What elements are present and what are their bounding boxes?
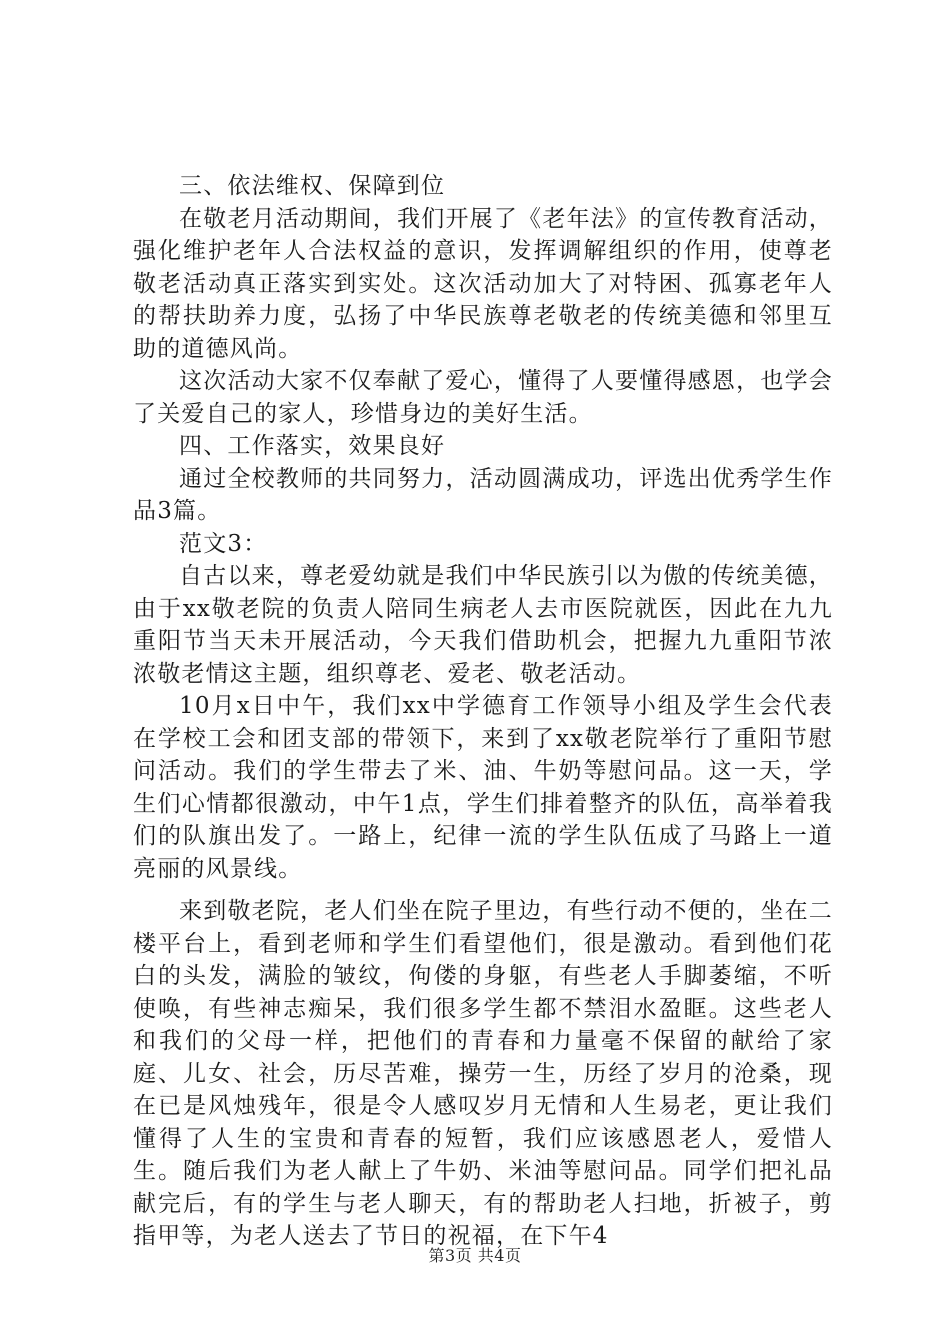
document-body — [133, 170, 833, 1253]
paragraph: 自古以来，尊老爱幼就是我们中华民族引以为傲的传统美德，由于xx敬老院的负责人陪同生病老人去市医院就医，因此在九九重阳节当天未开展活动，今天我们借助机会，把握九九重阳节浓浓敬老情这主题，组织尊老、爱老、敬老活动。 — [133, 563, 833, 687]
paragraph: 10月x日中午，我们xx中学德育工作领导小组及学生会代表在学校工会和团支部的带领下，来到了xx敬老院举行了重阳节慰问活动。我们的学生带去了米、油、牛奶等慰问品。这一天，学生们心情都很激动，中午1点，学生们排着整齐的队伍，高举着我们的队旗出发了。一路上，纪律一流的学生队伍成了马路上一道亮丽的风景线。 — [133, 693, 833, 882]
sample-heading: 范文3： — [179, 530, 268, 557]
section-heading-four: 四、工作落实，效果良好 — [179, 433, 446, 459]
paragraph: 来到敬老院，老人们坐在院子里边，有些行动不便的，坐在二楼平台上，看到老师和学生们看望他们，很是激动。看到他们花白的头发，满脸的皱纹，佝偻的身躯，有些老人手脚萎缩，不听使唤，有些神志痴呆，我们很多学生都不禁泪水盈眶。这些老人和我们的父母一样，把他们的青春和力量毫不保留的献给了家庭、儿女、社会，历尽苦难，操劳一生，历经了岁月的沧桑，现在已是风烛残年，很是令人感叹岁月无情和人生易老，更让我们懂得了人生的宝贵和青春的短暂，我们应该感恩老人，爱惜人生。随后我们为老人献上了牛奶、米油等慰问品。同学们把礼品献完后，有的学生与老人聊天，有的帮助老人扫地，折被子，剪指甲等，为老人送去了节日的祝福，在下午4 — [133, 898, 833, 1249]
paragraph: 在敬老月活动期间，我们开展了《老年法》的宣传教育活动，强化维护老年人合法权益的意识，发挥调解组织的作用，使尊老敬老活动真正落实到实处。这次活动加大了对特困、孤寡老年人的帮扶助养力度，弘扬了中华民族尊老敬老的传统美德和邻里互助的道德风尚。 — [133, 205, 833, 362]
page-number-footer: 第3页 共4页 — [428, 1246, 522, 1265]
paragraph: 这次活动大家不仅奉献了爱心，懂得了人要懂得感恩，也学会了关爱自己的家人，珍惜身边的美好生活。 — [133, 368, 833, 427]
paragraph: 通过全校教师的共同努力，活动圆满成功，评选出优秀学生作品3篇。 — [133, 465, 833, 524]
section-heading-three: 三、依法维权、保障到位 — [179, 173, 446, 199]
